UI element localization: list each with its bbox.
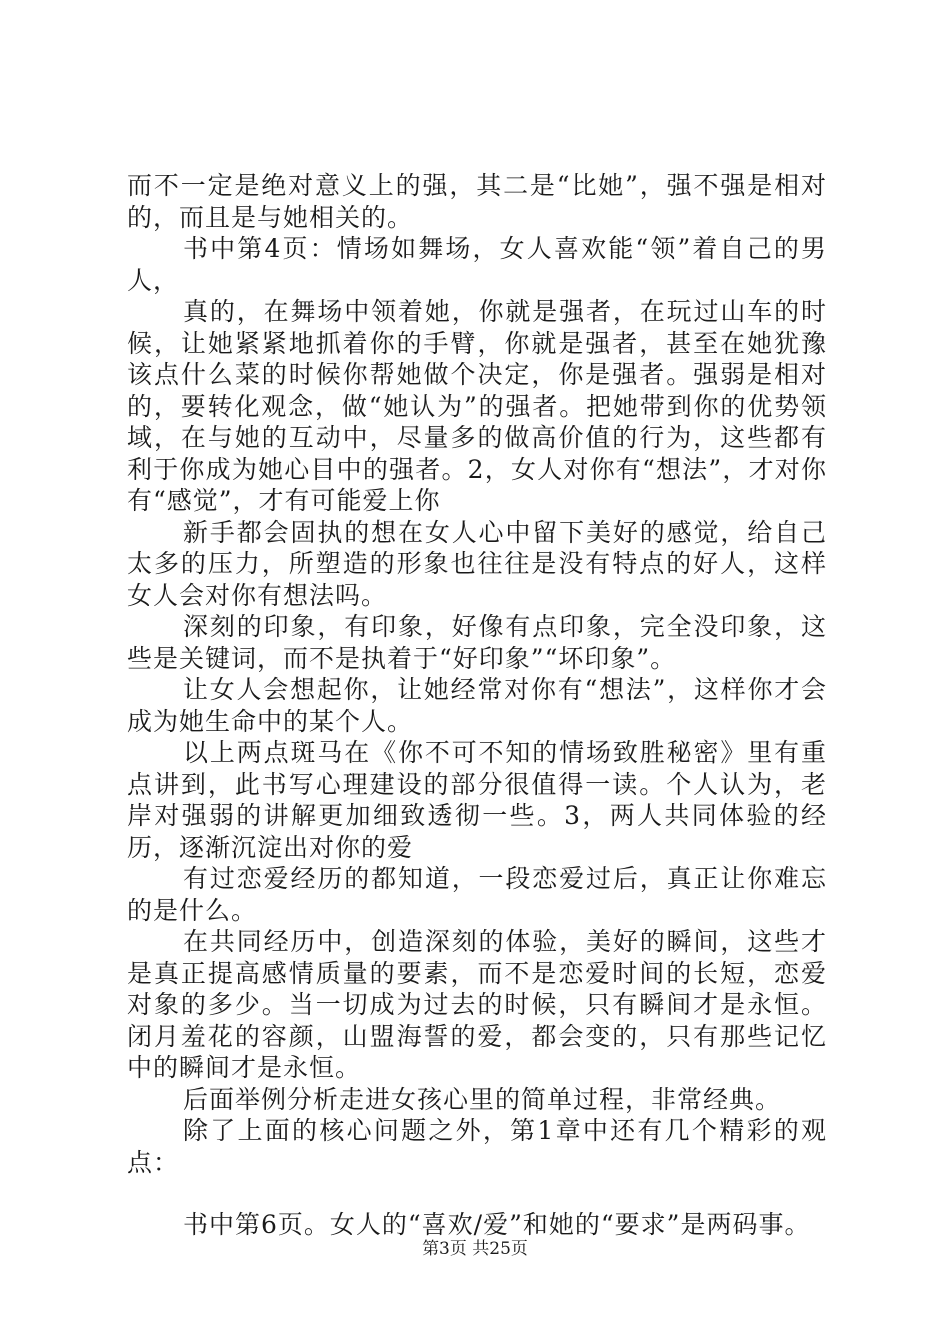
- paragraph: 而不一定是绝对意义上的强，其二是“比她”，强不强是相对的，而且是与她相关的。: [127, 171, 827, 232]
- paragraph: 让女人会想起你，让她经常对你有“想法”，这样你才会成为她生命中的某个人。: [127, 675, 827, 736]
- paragraph: 在共同经历中，创造深刻的体验，美好的瞬间，这些才是真正提高感情质量的要素，而不是恋爱时间的长短，恋爱对象的多少。当一切成为过去的时候，只有瞬间才是永恒。闭月羞花的容颜，山盟海誓的爱，都会变的，只有那些记忆中的瞬间才是永恒。: [127, 927, 827, 1082]
- paragraph: 真的，在舞场中领着她，你就是强者，在玩过山车的时候，让她紧紧地抓着你的手臂，你就是强者，甚至在她犹豫该点什么菜的时候你帮她做个决定，你是强者。强弱是相对的，要转化观念，做“她认为”的强者。把她带到你的优势领域，在与她的互动中，尽量多的做高价值的行为，这些都有利于你成为她心目中的强者。2，女人对你有“想法”，才对你有“感觉”，才有可能爱上你: [127, 297, 827, 515]
- paragraph: 新手都会固执的想在女人心中留下美好的感觉，给自己太多的压力，所塑造的形象也往往是没有特点的好人，这样女人会对你有想法吗。: [127, 517, 827, 610]
- paragraph: 以上两点斑马在《你不可不知的情场致胜秘密》里有重点讲到，此书写心理建设的部分很值得一读。个人认为，老岸对强弱的讲解更加细致透彻一些。3，两人共同体验的经历，逐渐沉淀出对你的爱: [127, 738, 827, 862]
- paragraph: 书中第6页。女人的“喜欢/爱”和她的“要求”是两码事。: [183, 1210, 811, 1239]
- paragraph: 书中第4页：情场如舞场，女人喜欢能“领”着自己的男人，: [127, 234, 827, 295]
- paragraph: 有过恋爱经历的都知道，一段恋爱过后，真正让你难忘的是什么。: [127, 864, 827, 925]
- paragraph: 除了上面的核心问题之外，第1章中还有几个精彩的观点：: [127, 1116, 827, 1177]
- paragraph: 深刻的印象，有印象，好像有点印象，完全没印象，这些是关键词，而不是执着于“好印象”“坏印象”。: [127, 612, 827, 673]
- paragraph: 后面举例分析走进女孩心里的简单过程，非常经典。: [183, 1084, 782, 1114]
- document-body: [127, 170, 827, 1241]
- page-number-footer: 第3页 共25页: [422, 1239, 528, 1259]
